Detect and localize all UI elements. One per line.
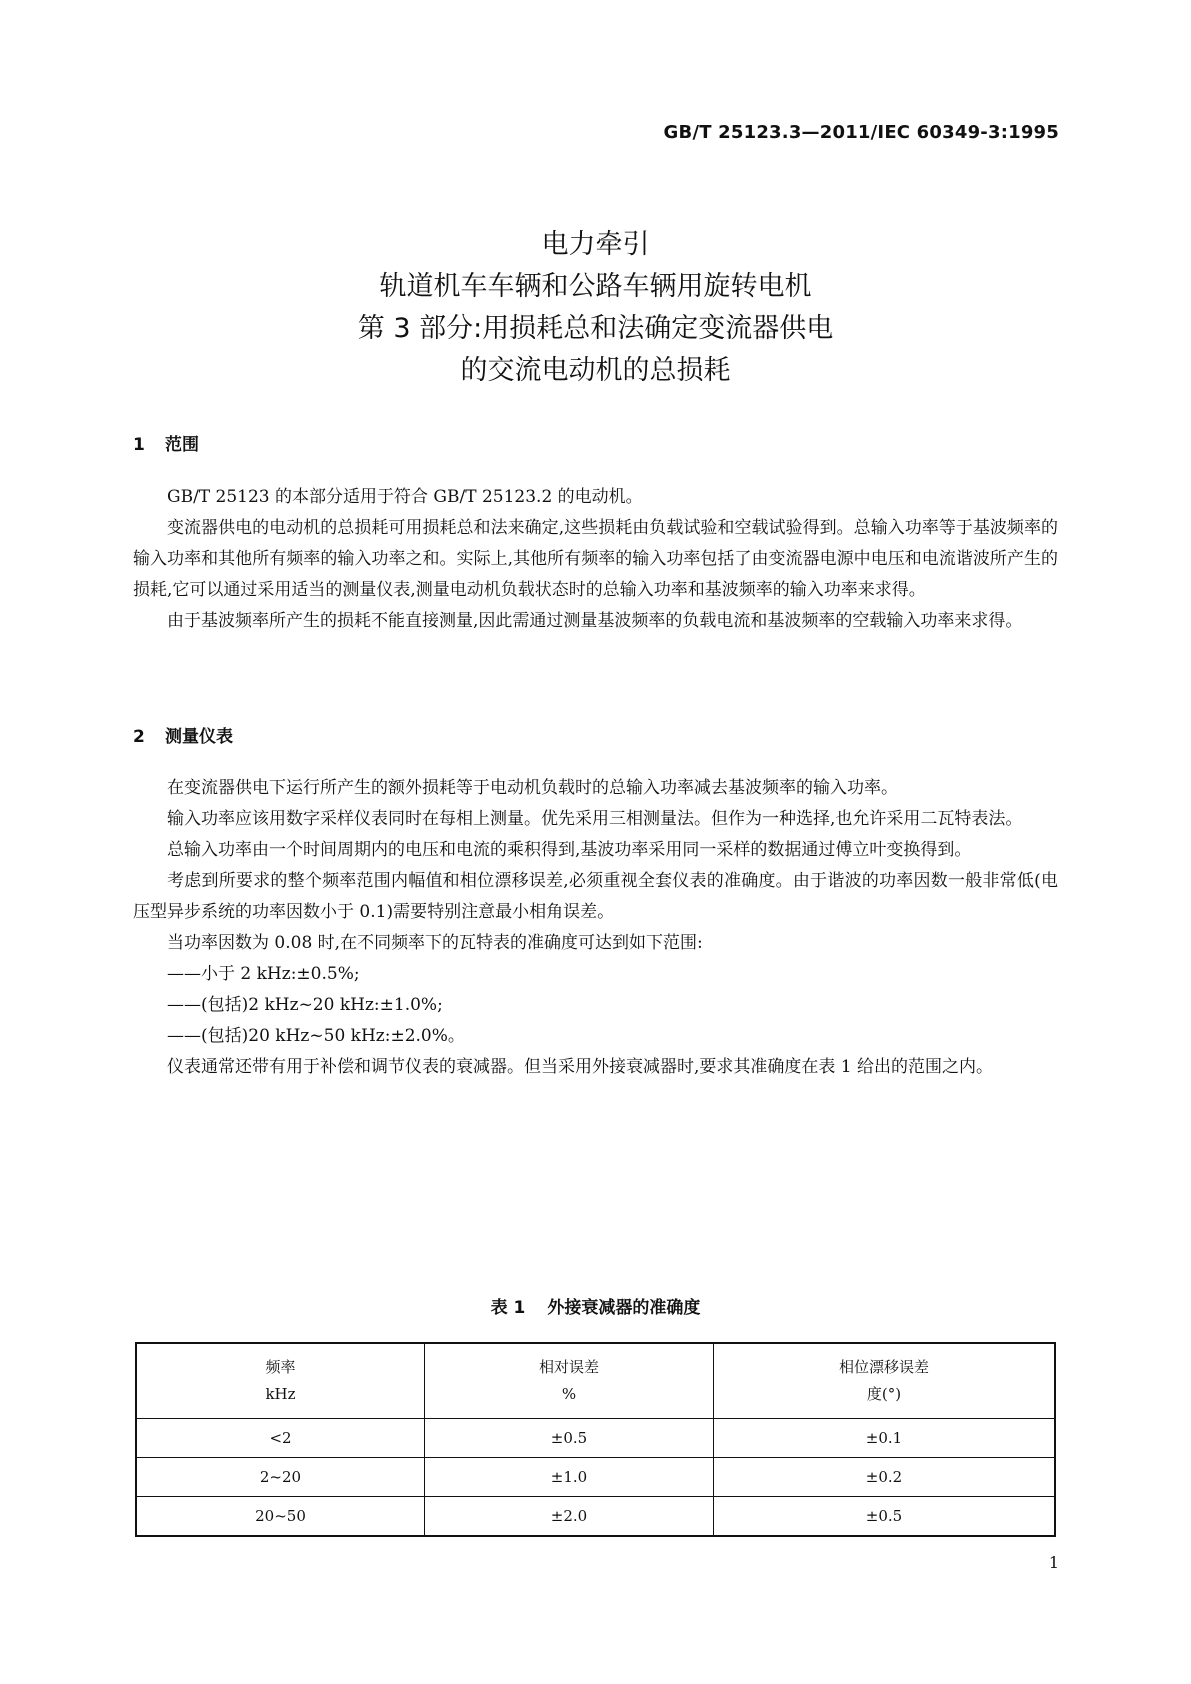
paragraph: 输入功率应该用数字采样仪表同时在每相上测量。优先采用三相测量法。但作为一种选择,也允许采用二瓦特表法。 <box>167 809 1023 829</box>
table-header-cell <box>136 1343 425 1419</box>
header-unit: kHz <box>265 1385 296 1403</box>
table-title: 外接衰减器的准确度 <box>547 1298 701 1318</box>
table-cell: ±0.1 <box>714 1419 1056 1458</box>
table-cell: <2 <box>136 1419 425 1458</box>
header-unit: % <box>561 1385 577 1403</box>
paragraph: 总输入功率由一个时间周期内的电压和电流的乘积得到,基波功率采用同一采样的数据通过傅立叶变换得到。 <box>167 840 972 860</box>
title-line: 的交流电动机的总损耗 <box>460 355 731 386</box>
section-heading-instruments <box>133 722 233 747</box>
paragraph: 当功率因数为 0.08 时,在不同频率下的瓦特表的准确度可达到如下范围: <box>167 933 703 953</box>
page-number: 1 <box>1048 1553 1059 1572</box>
table-cell: ±0.5 <box>714 1497 1056 1537</box>
section-number: 2 <box>133 727 145 747</box>
section-number: 1 <box>133 435 145 455</box>
paragraph: 在变流器供电下运行所产生的额外损耗等于电动机负载时的总输入功率减去基波频率的输入功率。 <box>167 778 898 798</box>
table-cell: ±1.0 <box>425 1458 714 1497</box>
table-cell: ±0.5 <box>425 1419 714 1458</box>
header-label: 相对误差 <box>538 1358 599 1376</box>
table-row <box>136 1419 1055 1458</box>
table-caption <box>0 1293 1191 1318</box>
table-header-cell <box>425 1343 714 1419</box>
paragraph: GB/T 25123 的本部分适用于符合 GB/T 25123.2 的电动机。 <box>167 487 643 507</box>
table-cell: ±2.0 <box>425 1497 714 1537</box>
table-row <box>136 1458 1055 1497</box>
title-line: 轨道机车车辆和公路车辆用旋转电机 <box>379 271 812 302</box>
document-title <box>0 224 1191 392</box>
section-heading-scope <box>133 430 199 455</box>
section-body-scope <box>133 482 1058 637</box>
table-cell: 20~50 <box>136 1497 425 1537</box>
title-line: 电力牵引 <box>541 229 650 260</box>
table-number: 表 1 <box>490 1298 526 1318</box>
header-label: 相位漂移误差 <box>838 1358 929 1376</box>
section-body-instruments <box>133 773 1058 1083</box>
paragraph: 变流器供电的电动机的总损耗可用损耗总和法来确定,这些损耗由负载试验和空载试验得到。总输入功率等于基波频率的输入功率和其他所有频率的输入功率之和。实际上,其他所有频率的输入功率包括了由变流器电源中电压和电流谐波所产生的损耗,它可以通过采用适当的测量仪表,测量电动机负载状态时的总输入功率和基波频率的输入功率来求得。 <box>133 518 1058 600</box>
section-title: 范围 <box>165 435 199 455</box>
standard-code: GB/T 25123.3—2011/IEC 60349-3:1995 <box>663 122 1059 143</box>
table-header-row <box>136 1343 1055 1419</box>
paragraph: 由于基波频率所产生的损耗不能直接测量,因此需通过测量基波频率的负载电流和基波频率的空载输入功率来求得。 <box>167 611 1023 631</box>
header-unit: 度(°) <box>866 1385 902 1403</box>
table-cell: 2~20 <box>136 1458 425 1497</box>
table-row <box>136 1497 1055 1537</box>
paragraph: 考虑到所要求的整个频率范围内幅值和相位漂移误差,必须重视全套仪表的准确度。由于谐波的功率因数一般非常低(电压型异步系统的功率因数小于 0.1)需要特别注意最小相角误差。 <box>133 871 1058 922</box>
accuracy-table <box>135 1342 1056 1537</box>
paragraph: 仪表通常还带有用于补偿和调节仪表的衰减器。但当采用外接衰减器时,要求其准确度在表 1 给出的范围之内。 <box>167 1057 994 1077</box>
list-item: ——小于 2 kHz:±0.5%; <box>167 964 360 984</box>
table-cell: ±0.2 <box>714 1458 1056 1497</box>
header-label: 频率 <box>265 1358 296 1376</box>
section-title: 测量仪表 <box>165 727 233 747</box>
title-line: 第 3 部分:用损耗总和法确定变流器供电 <box>357 313 834 344</box>
table-header-cell <box>714 1343 1056 1419</box>
list-item: ——(包括)20 kHz~50 kHz:±2.0%。 <box>167 1026 465 1046</box>
list-item: ——(包括)2 kHz~20 kHz:±1.0%; <box>167 995 443 1015</box>
